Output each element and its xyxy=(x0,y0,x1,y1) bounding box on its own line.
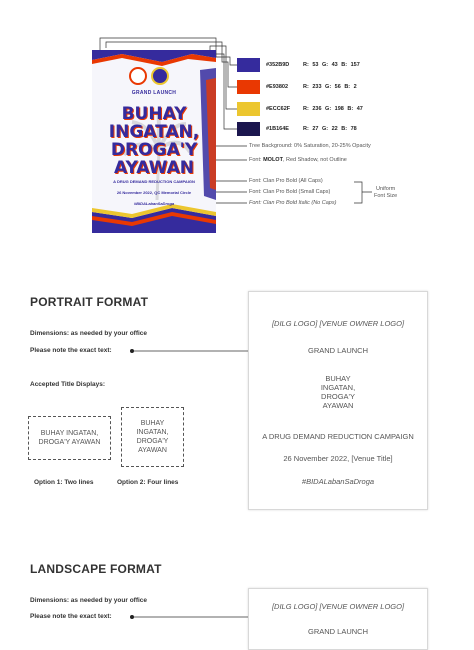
card-grand-launch: GRAND LAUNCH xyxy=(307,627,368,636)
card-campaign: A DRUG DEMAND REDUCTION CAMPAIGN xyxy=(262,432,414,441)
card-logos: [DILG LOGO] [VENUE OWNER LOGO] xyxy=(271,319,405,328)
card-grand-launch: GRAND LAUNCH xyxy=(307,346,368,355)
note-font-title xyxy=(249,157,347,163)
swatch-352b9d xyxy=(237,58,260,72)
portrait-exact-text: Please note the exact text: xyxy=(30,347,112,354)
note-font-title-prefix: Font: xyxy=(249,157,262,163)
card-title: BUHAY INGATAN, DROGA'Y AYAWAN xyxy=(320,374,356,410)
note-font-smallcaps: Font: Clan Pro Bold (Small Caps) xyxy=(249,189,331,195)
note-tree-background: Tree Background: 0% Saturation, 20-25% Opacity xyxy=(249,143,371,149)
option1-label: Option 1: Two lines xyxy=(34,479,94,486)
option2-box: BUHAY INGATAN, DROGA'Y AYAWAN xyxy=(121,407,184,467)
swatch-1b164e xyxy=(237,122,260,136)
poster-date: 26 November 2022, QC Memorial Circle xyxy=(116,190,192,195)
swatch-hex: #ECC62F xyxy=(266,106,291,112)
swatch-rgb: R: 236 G: 198 B: 47 xyxy=(303,106,363,112)
swatch-hex: #352B9D xyxy=(266,62,290,68)
note-font-caps: Font: Clan Pro Bold (All Caps) xyxy=(249,178,323,184)
poster-campaign: A DRUG DEMAND REDUCTION CAMPAIGN xyxy=(113,179,195,184)
poster-title-line-2: INGATAN, xyxy=(108,122,200,142)
landscape-sample-card xyxy=(248,588,428,650)
card-logos: [DILG LOGO] [VENUE OWNER LOGO] xyxy=(271,602,405,611)
poster-preview xyxy=(92,50,216,233)
connector-dot xyxy=(130,349,134,353)
poster-title-line-3: DROGA'Y xyxy=(110,140,198,160)
swatch-e93802 xyxy=(237,80,260,94)
portrait-accepted: Accepted Title Displays: xyxy=(30,381,106,388)
portrait-sample-card xyxy=(248,291,428,510)
portrait-dimensions: Dimensions: as needed by your office xyxy=(30,330,148,337)
poster-title-line-4: AYAWAN xyxy=(114,158,194,178)
option1-box: BUHAY INGATAN, DROGA'Y AYAWAN xyxy=(28,416,111,460)
portrait-heading: PORTRAIT FORMAT xyxy=(30,295,149,309)
landscape-exact-text: Please note the exact text: xyxy=(30,613,112,620)
landscape-heading: LANDSCAPE FORMAT xyxy=(30,562,162,576)
swatch-hex: #1B164E xyxy=(266,126,289,132)
card-date: 26 November 2022, [Venue Title] xyxy=(283,454,393,463)
swatch-ecc62f xyxy=(237,102,260,116)
swatch-hex: #E93802 xyxy=(266,84,289,90)
note-font-title-name: MOLOT xyxy=(263,157,283,163)
note-font-italic: Font: Clan Pro Bold Italic (No Caps) xyxy=(249,200,337,206)
note-uniform-font-size: Uniform Font Size xyxy=(374,186,398,199)
option2-label: Option 2: Four lines xyxy=(117,479,179,486)
swatch-rgb: R: 27 G: 22 B: 78 xyxy=(303,126,357,132)
swatch-rgb: R: 53 G: 43 B: 157 xyxy=(303,62,360,68)
venue-owner-logo-icon xyxy=(151,67,169,85)
connector-dot xyxy=(130,615,134,619)
note-font-title-suffix: , Red Shadow, not Outline xyxy=(282,157,347,163)
poster-hashtag: #BIDALabanSaDroga xyxy=(133,201,175,206)
poster-title-line-1: BUHAY xyxy=(121,104,187,124)
card-hashtag: #BIDALabanSaDroga xyxy=(301,477,375,486)
landscape-dimensions: Dimensions: as needed by your office xyxy=(30,597,148,604)
swatch-rgb: R: 233 G: 56 B: 2 xyxy=(303,84,357,90)
dilg-logo-icon xyxy=(129,67,147,85)
poster-grand-launch: GRAND LAUNCH xyxy=(131,90,177,96)
